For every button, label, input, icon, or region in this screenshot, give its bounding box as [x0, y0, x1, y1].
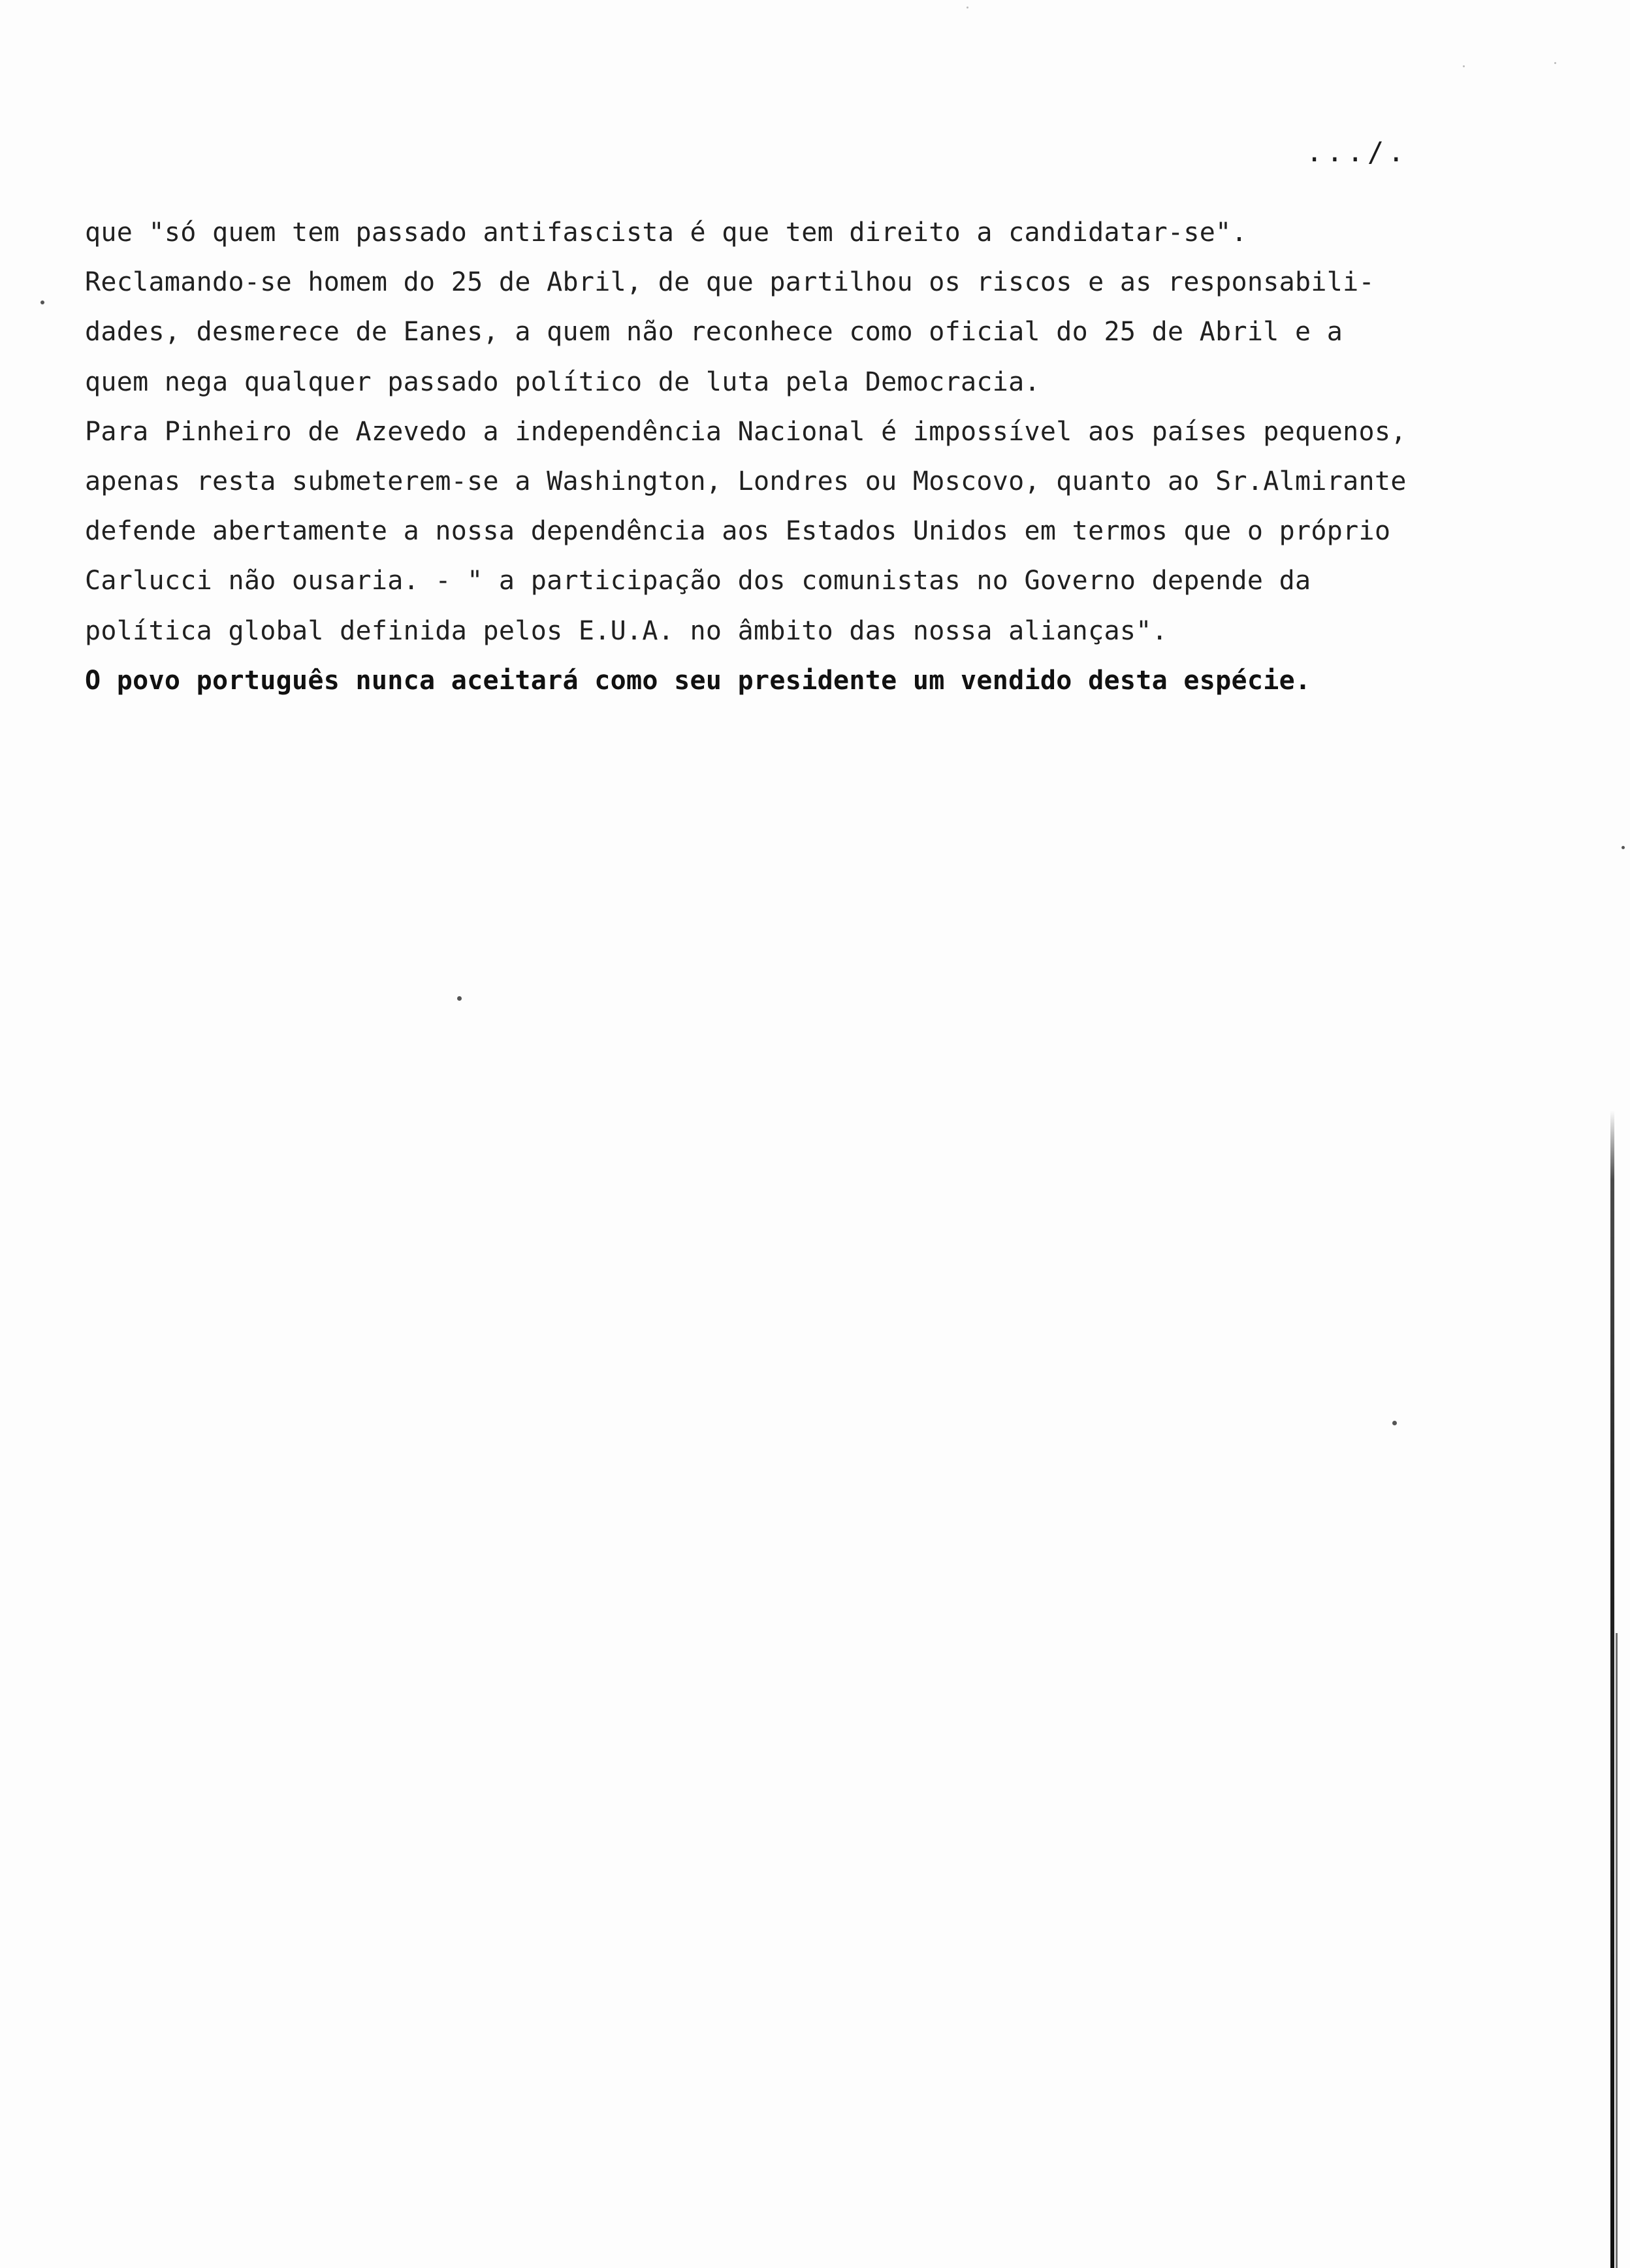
scan-speck — [1463, 65, 1465, 67]
text-line: Reclamando-se homem do 25 de Abril, de que partilhou os riscos e as responsabili- — [85, 267, 1375, 298]
text-line: dades, desmerece de Eanes, a quem não reconhece como oficial do 25 de Abril e a — [85, 317, 1343, 348]
scan-edge-shadow — [1610, 1110, 1614, 2268]
text-line: O povo português nunca aceitará como seu presidente um vendido desta espécie. — [85, 665, 1311, 696]
text-line: Para Pinheiro de Azevedo a independência Nacional é impossível aos países pequenos, — [85, 416, 1407, 447]
text-line: política global definida pelos E.U.A. no âmbito das nossa alianças". — [85, 615, 1168, 646]
scan-speck — [967, 7, 968, 8]
scan-edge-shadow — [1616, 1633, 1618, 2268]
text-line: quem nega qualquer passado político de luta pela Democracia. — [85, 366, 1040, 397]
scan-speck — [457, 996, 462, 1001]
page-continuation-marker: .../. — [1306, 136, 1409, 168]
text-line: Carlucci não ousaria. - " a participação dos comunistas no Governo depende da — [85, 566, 1311, 596]
scan-speck — [40, 300, 44, 304]
document-body — [85, 208, 1541, 705]
scan-speck — [1554, 62, 1556, 64]
text-line: defende abertamente a nossa dependência aos Estados Unidos em termos que o próprio — [85, 516, 1391, 547]
text-line: que "só quem tem passado antifascista é que tem direito a candidatar-se". — [85, 218, 1247, 248]
text-line: apenas resta submeterem-se a Washington, Londres ou Moscovo, quanto ao Sr.Almirante — [85, 466, 1407, 497]
scan-speck — [1392, 1421, 1397, 1425]
scan-speck — [1622, 846, 1625, 849]
